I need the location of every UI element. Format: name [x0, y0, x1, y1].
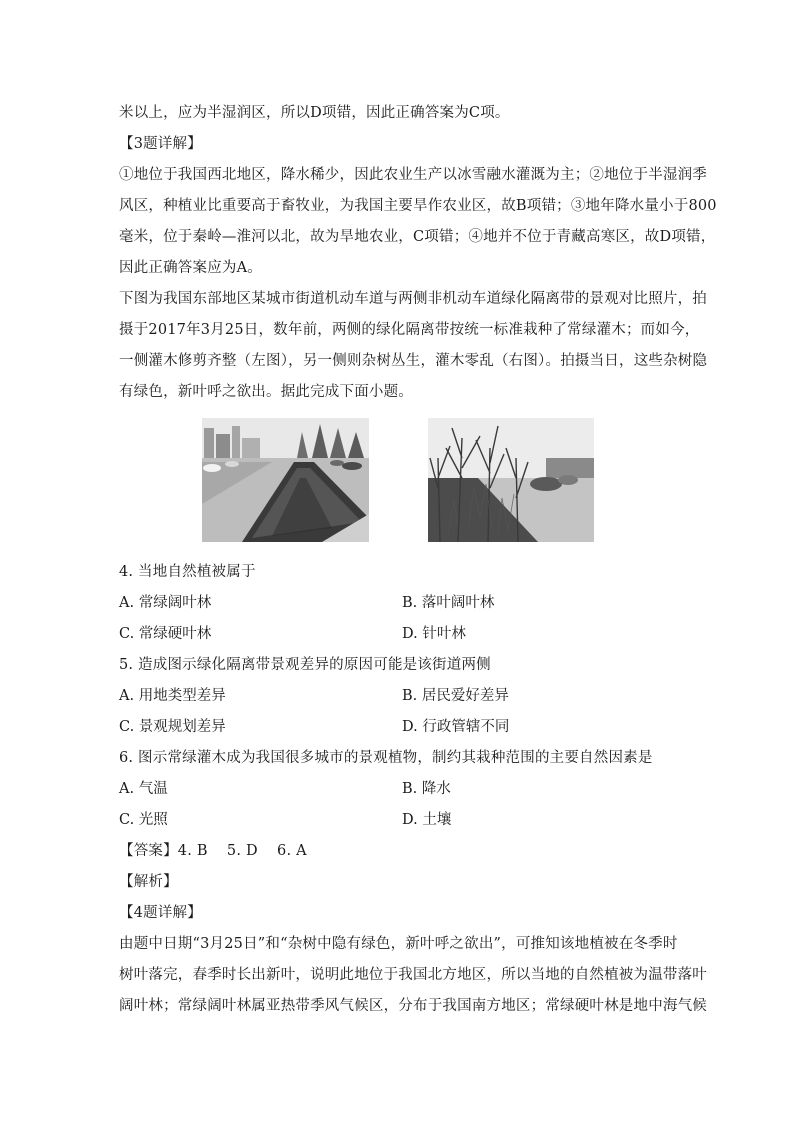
q4-option-c: C. 常绿硬叶林 [119, 626, 212, 642]
answer-line: 【答案】4. B 5. D 6. A [119, 843, 307, 859]
paragraph-line: 因此正确答案应为A。 [119, 260, 262, 276]
q6-option-c: C. 光照 [119, 812, 168, 828]
intro-line: 一侧灌木修剪齐整（左图），另一侧则杂树丛生，灌木零乱（右图）。拍摄当日，这些杂树隐 [119, 353, 708, 369]
paragraph-line: ①地位于我国西北地区，降水稀少，因此农业生产以冰雪融水灌溉为主；②地位于半湿润季 [119, 167, 707, 183]
intro-line: 摄于2017年3月25日，数年前，两侧的绿化隔离带按统一标准栽种了常绿灌木；而如今， [119, 322, 700, 338]
intro-line: 下图为我国东部地区某城市街道机动车道与两侧非机动车道绿化隔离带的景观对比照片，拍 [119, 291, 707, 307]
paragraph-line: 风区，种植业比重要高于畜牧业，为我国主要旱作农业区，故B项错；③地年降水量小于800 [119, 198, 717, 214]
paragraph-line: 米以上，应为半湿润区，所以D项错，因此正确答案为C项。 [119, 105, 510, 121]
q6-option-d: D. 土壤 [402, 812, 452, 828]
explanation-line: 由题中日期“3月25日”和“杂树中隐有绿色，新叶呼之欲出”，可推知该地植被在冬季时 [119, 936, 678, 952]
q5-option-d: D. 行政管辖不同 [402, 719, 510, 735]
q5-option-c: C. 景观规划差异 [119, 719, 226, 735]
question-stem-4: 4. 当地自然植被属于 [119, 564, 256, 580]
section-heading: 【4题详解】 [119, 905, 202, 921]
question-stem-6: 6. 图示常绿灌木成为我国很多城市的景观植物，制约其栽种范围的主要自然因素是 [119, 750, 653, 766]
q6-option-a: A. 气温 [119, 781, 168, 797]
intro-line: 有绿色，新叶呼之欲出。据此完成下面小题。 [119, 384, 413, 400]
q4-option-b: B. 落叶阔叶林 [402, 595, 495, 611]
q6-option-b: B. 降水 [402, 781, 451, 797]
explanation-line: 阔叶林；常绿阔叶林属亚热带季风气候区，分布于我国南方地区；常绿硬叶林是地中海气候 [119, 998, 707, 1014]
q4-option-a: A. 常绿阔叶林 [119, 595, 212, 611]
paragraph-line: 毫米，位于秦岭—淮河以北，故为旱地农业，C项错；④地并不位于青藏高寒区，故D项错， [119, 229, 716, 245]
explanation-line: 树叶落完，春季时长出新叶，说明此地位于我国北方地区，所以当地的自然植被为温带落叶 [119, 967, 707, 983]
q5-option-b: B. 居民爱好差异 [402, 688, 509, 704]
q4-option-d: D. 针叶林 [402, 626, 466, 642]
analysis-heading: 【解析】 [119, 874, 178, 890]
left-photo-trimmed-hedge [202, 418, 369, 542]
question-stem-5: 5. 造成图示绿化隔离带景观差异的原因可能是该街道两侧 [119, 657, 491, 673]
right-photo-mixed-trees [428, 418, 594, 542]
section-heading: 【3题详解】 [119, 136, 202, 152]
q5-option-a: A. 用地类型差异 [119, 688, 226, 704]
